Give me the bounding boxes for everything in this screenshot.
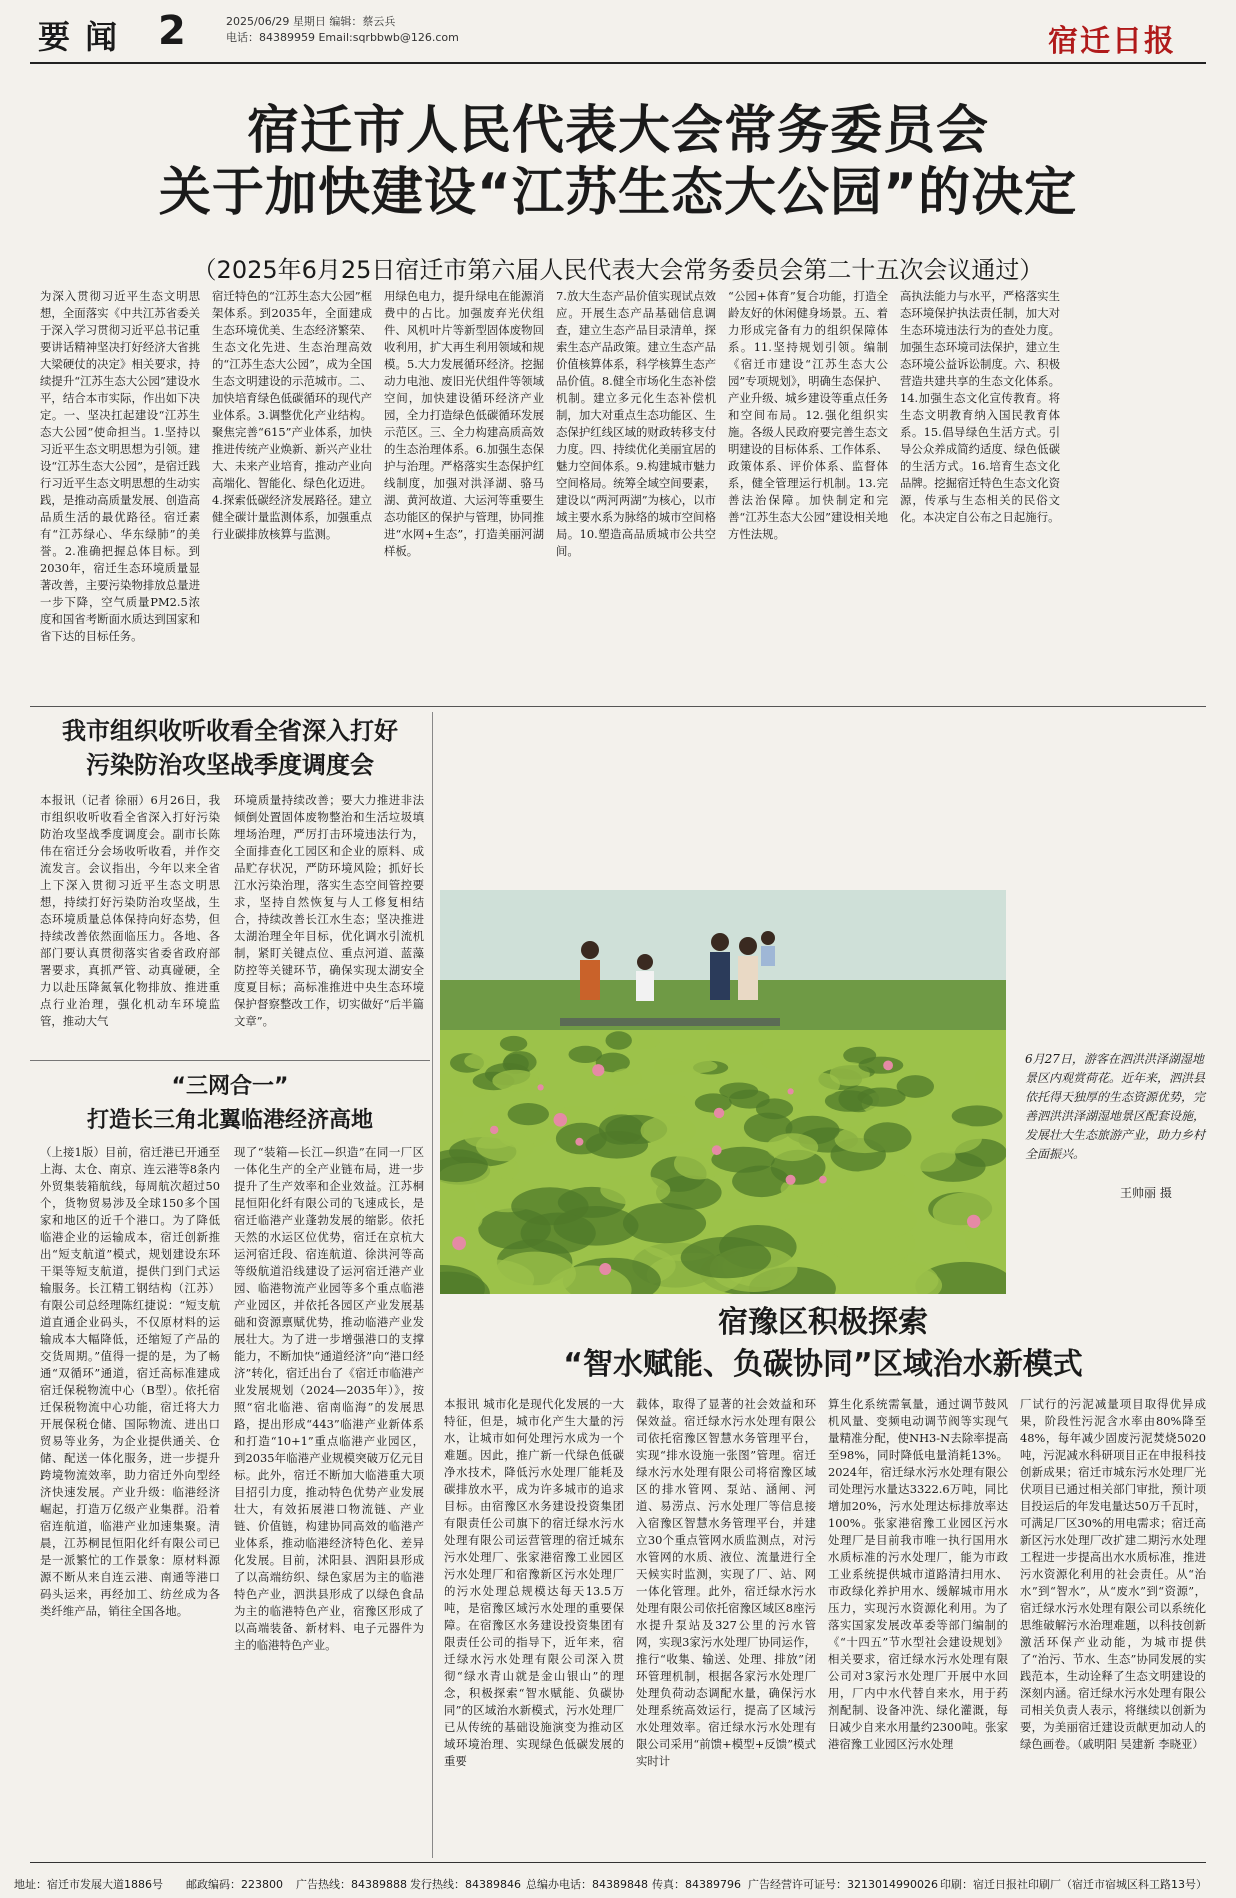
story3-headline-line1: “三网合一” [171, 1074, 289, 1099]
lotus-leaf [864, 1122, 912, 1152]
lead-headline-line2: 关于加快建设“江苏生态大公园”的决定 [158, 163, 1078, 223]
story2-headline-line2: 污染防治攻坚战季度调度会 [86, 751, 374, 779]
footer-editor-phone: 总编办电话：84389848 [526, 1878, 648, 1891]
page-meta [226, 14, 459, 46]
story3-headline-line2: 打造长三角北翼临港经济高地 [86, 1108, 373, 1133]
footer-ad-phone: 广告热线：84389888 [296, 1878, 407, 1891]
story4-column-2: 载体，取得了显著的社会效益和环保效益。宿迁绿水污水处理有限公司依托宿豫区智慧水务管理平台，实现“排水设施一张图”管理。宿迁绿水污水处理有限公司将宿豫区域区的排水管网、泵站、涵闸、河道、易涝点、污水处理厂等信息接入宿豫区智慧水务管理平台，并建立30个重点管网水质监测点，对污水管网的水质、液位、流量进行全天候实时监测，实现了厂、站、网一体化管理。此外，宿迁绿水污水处理有限公司依托宿豫区域区8座污水提升泵站及327公里的污水管网，实现3家污水处理厂协同运作，推行“收集、输送、处理、排放”闭环管理机制，根据各家污水处理厂处理负荷动态调配水量，确保污水处理系统高效运行，提高了区域污水处理效率。宿迁绿水污水处理有限公司采用“前馈+模型+反馈”模式实时计 [636, 1397, 816, 1768]
section-label: 要 闻 [38, 18, 120, 56]
page-number: 2 [158, 8, 186, 54]
lead-headline-line1: 宿迁市人民代表大会常务委员会 [246, 101, 989, 161]
footer-dist-phone: 发行热线：84389846 [410, 1878, 521, 1891]
lotus-flower [592, 1064, 604, 1076]
lotus-leaf [676, 1059, 718, 1073]
lotus-flower [599, 1263, 611, 1275]
lotus-photo [440, 890, 1006, 1294]
lead-column-6: 高执法能力与水平，严格落实生态环境保护执法责任制，加大对生态环境违法行为的查处力度。加强生态环境司法保护，建立生态环境公益诉讼制度。六、积极营造共建共享的生态文化体系。14.加强生态文化宣传教育。将生态文明教育纳入国民教育体系。15.倡导绿色生活方式。引导公众养成简约适度、绿色低碳的生活方式。16.培育生态文化品牌。挖掘宿迁特色生态文化资源，传承与生态相关的民俗文化。本决定自公布之日起施行。 [900, 289, 1060, 524]
contact-line: 电话：84389959 Email:sqrbbwb@126.com [226, 31, 459, 44]
lead-column-3: 用绿色电力，提升绿电在能源消费中的占比。加强废弃光伏组件、风机叶片等新型固体废物回收利用，扩大再生利用领域和规模。5.大力发展循环经济。挖掘动力电池、废旧光伏组件等领域空间，加快建设循环经济产业园，全力打造绿色低碳循环发展示范区。三、全力构建高质高效的生态治理体系。6.加强生态保护与治理。严格落实生态保护红线制度，加强对洪泽湖、骆马湖、黄河故道、大运河等重要生态功能区的保护与管理，协同推进“水网+生态”，打造美丽河湖样板。 [384, 289, 544, 558]
lead-column-1: 为深入贯彻习近平生态文明思想，全面落实《中共江苏省委关于深入学习贯彻习近平总书记重要讲话精神坚决打好经济大省挑大梁硬仗的决定》相关要求，持续提升“江苏生态大公园”建设水平，结合本市实际，作出如下决定。一、坚决扛起建设“江苏生态大公园”使命担当。1.坚持以习近平生态文明思想为引领。建设“江苏生态大公园”，是宿迁践行习近平生态文明思想的生动实践，是推动高质量发展、创造高品质生活的最优路径。宿迁素有“江苏绿心、华东绿肺”的美誉。2.准确把握总体目标。到2030年，宿迁生态环境质量显著改善，主要污染物排放总量进一步下降，空气质量PM2.5浓度和国省考断面水质达到国家和省下达的目标任务。 [40, 289, 200, 643]
photo-credit: 王帅丽 摄 [1120, 1186, 1172, 1200]
lead-bottom-rule [30, 706, 1206, 707]
footer [0, 1866, 1236, 1898]
lotus-leaf [837, 1200, 917, 1239]
newspaper-logo: 宿迁日报 [1048, 24, 1176, 59]
lotus-flower [538, 1084, 544, 1090]
lotus-flower [786, 1175, 796, 1185]
footer-fax: 传真：84389796 [652, 1878, 741, 1891]
lead-column-4: 7.放大生态产品价值实现试点效应。开展生态产品基础信息调查，建立生态产品目录清单，探索生态产品政策。建立生态产品价值核算体系，科学核算生态产品价值。8.健全市场化生态补偿机制。建立多元化生态补偿机制，加大对重点生态功能区、生态保护红线区域的财政转移支付力度。四、持续优化美丽宜居的魅力空间体系。9.构建城市魅力空间格局。统筹全域空间要素，建设以“两河两湖”为核心，以市域主要水系为脉络的城市空间格局。10.塑造高品质城市公共空间。 [556, 289, 716, 558]
lotus-leaf [766, 1133, 818, 1161]
lotus-leaf [628, 1035, 660, 1050]
story2-headline [30, 714, 430, 782]
footer-rule [30, 1862, 1206, 1863]
lotus-flower [883, 1061, 893, 1071]
lead-column-7 [1066, 288, 1206, 698]
lotus-leaf [508, 1103, 549, 1125]
story4-column-1: 本报讯 城市化是现代化发展的一大特征，但是，城市化产生大量的污水，让城市如何处理污水成为一个难题。因此，推广新一代绿色低碳净水技术，降低污水处理厂能耗及碳排放水平，成为许多城市的追求目标。由宿豫区水务建设投资集团有限责任公司旗下的宿迁绿水污水处理有限公司运营管理的宿迁城东污水处理厂、张家港宿豫工业园区污水处理厂和宿豫新区污水处理厂的污水处理总规模达每天13.5万吨，是宿豫区域污水处理的重要保障。在宿豫区水务建设投资集团有限责任公司的指导下，近年来，宿迁绿水污水处理有限公司深入贯彻“绿水青山就是金山银山”的理念，积极探索“智水赋能、负碳协同”的区域治水新模式，污水处理厂已从传统的基础设施演变为推动区域环境治理、实现绿色低碳发展的重要 [444, 1397, 624, 1768]
lotus-leaf [859, 1057, 904, 1074]
lead-headline [0, 100, 1236, 224]
story2-column-1: 本报讯（记者 徐丽）6月26日，我市组织收听收看全省深入打好污染防治攻坚战季度调度会。副市长陈伟在宿迁分会场收听收看，并作交流发言。会议指出，今年以来全省上下深入贯彻习近平生态文明思想，持续打好污染防治攻坚战，生态环境质量总体保持向好态势，但持续改善依然面临压力。各地、各部门要认真贯彻落实省委省政府部署要求，真抓严管、动真碰硬，全力以赴压降氮氧化物排放、推进重点行业治理，强化机动车环境监管，推动大气 [40, 793, 220, 1028]
story4-headline-line2: “智水赋能、负碳协同”区域治水新模式 [563, 1347, 1083, 1382]
lead-subhead: （2025年6月25日宿迁市第六届人民代表大会常务委员会第二十五次会议通过） [192, 256, 1044, 284]
story4-headline [440, 1302, 1206, 1386]
date-line: 2025/06/29 星期日 编辑：蔡云兵 [226, 15, 396, 28]
lotus-leaf [933, 1192, 1000, 1231]
footer-postcode: 邮政编码：223800 [186, 1878, 283, 1891]
lotus-leaf [760, 1049, 802, 1071]
story3-headline [30, 1070, 430, 1138]
lotus-leaf [492, 1070, 539, 1092]
story3-column-1: （上接1版）目前，宿迁港已开通至上海、太仓、南京、连云港等8条内外贸集装箱航线，每周航次超过50个，货物贸易涉及全球150多个国家和地区的近千个港口。为了降低临港企业的运输成本，宿迁创新推出“短支航道”模式，规划建设东环干渠等短支航道，提供门到门式运输服务。长江精工钢结构（江苏）有限公司总经理陈红捷说：“短支航道直通企业码头，不仅原材料的运输成本大幅降低，还缩短了产品的交货周期。”值得一提的是，为了畅通“双循环”通道，宿迁高标准建成宿迁保税物流中心（B型）。依托宿迁保税物流中心功能，宿迁将大力开展保税仓储、国际物流、进出口贸易等业务，为企业提供通关、仓储、配送一体化服务，进一步提升跨境物流效率，助力宿迁外向型经济快速发展。产业升级：临港经济崛起，打造万亿级产业集群。沿着宿连航道，临港产业加速集聚。清晨，江苏桐昆恒阳化纤有限公司已是一派繁忙的工作景象：原材料源源不断从来自连云港、南通等港口码头运来，再经加工、纺丝成为各类纤维产品，销往全国各地。 [40, 1145, 220, 1618]
lotus-leaf [611, 1068, 643, 1086]
lotus-leaf [975, 1066, 1006, 1089]
lotus-flower [554, 1113, 568, 1127]
lotus-leaf [897, 1075, 934, 1098]
lotus-flower [712, 1145, 722, 1155]
story2-column-2: 环境质量持续改善；要大力推进非法倾倒处置固体废物整治和生活垃圾填埋场治理，严厉打击环境违法行为，全面排查化工园区和企业的原料、成品贮存状况，严防环境风险；抓好长江水污染治理，落实生态空间管控要求，坚持自然恢复与人工修复相结合，持续改善长江水生态；坚决推进太湖治理全年目标，优化调水引流机制，紧盯关键点位、重点河道、蓝藻防控等关键环节，确保实现太湖安全度夏目标；高标准推进中央生态环境保护督察整改工作，切实做好“后半篇文章”。 [234, 793, 424, 1028]
lead-column-2: 宿迁特色的“江苏生态大公园”框架体系。到2035年，全面建成生态环境优美、生态经济繁荣、生态文化先进、生态治理高效的“江苏生态大公园”，成为全国生态文明建设的示范城市。二、加快培育绿色低碳循环的现代产业体系。3.调整优化产业结构。聚焦完善“615”产业体系，加快推进传统产业焕新、新兴产业壮大、未来产业培育，推动产业向高端化、智能化、绿色化迈进。4.探索低碳经济发展路径。建立健全碳计量监测体系，加强重点行业碳排放核算与监测。 [212, 289, 372, 541]
lotus-leaf [606, 1031, 632, 1049]
lead-column-5: “公园+体育”复合功能，打造全龄友好的休闲健身场景。五、着力形成完备有力的组织保障体系。11.坚持规划引领。编制《宿迁市建设“江苏生态大公园”专项规划》，明确生态保护、产业升级、城乡建设等重点任务和空间布局。12.强化组织实施。各级人民政府要完善生态文明建设的目标体系、工作体系、政策体系、评价体系、监督体系，健全管理运行机制。13.完善法治保障。加快制定和完善“江苏生态大公园”建设相关地方性法规。 [728, 289, 888, 541]
story4-column-4: 厂试行的污泥减量项目取得优异成果，阶段性污泥含水率由80%降至48%，每年减少固废污泥焚烧5020吨，污泥减水科研项目正在申报科技创新成果；宿迁市城东污水处理厂光伏项目已通过相关部门审批，预计项目投运后的年发电量达50万千瓦时，可满足厂区30%的用电需求；宿迁高新区污水处理厂改扩建二期污水处理工程进一步提高出水水质标准，推进污水资源化利用的社会责任。从“治水”到“智水”，从“废水”到“资源”，宿迁绿水污水处理有限公司以系统化思维破解污水治理难题，以科技创新激活环保产业动能，为城市提供了“治污、节水、生态”协同发展的实践范本，生动诠释了生态文明建设的深刻内涵。宿迁绿水污水处理有限公司相关负责人表示，将继续以创新为要，为美丽宿迁建设贡献更加动人的绿色画卷。（戚明阳 吴建新 李晓亚） [1020, 1397, 1206, 1751]
lotus-flower [819, 1176, 827, 1184]
lotus-leaf [695, 1093, 732, 1112]
footer-address: 地址：宿迁市发展大道1886号 [14, 1878, 163, 1891]
footer-printer: 印刷：宿迁日报社印刷厂（宿迁市宿城区科工路13号） [940, 1878, 1207, 1891]
lotus-leaf [706, 1039, 737, 1055]
lotus-flower [788, 1088, 794, 1094]
photo-caption: 6月27日，游客在泗洪洪泽湖湿地景区内观赏荷花。近年来，泗洪县依托得天独厚的生态资源优势，完善泗洪洪泽湖湿地景区配套设施，发展壮大生态旅游产业，助力乡村全面振兴。 [1025, 1052, 1206, 1161]
lotus-leaf [600, 1175, 670, 1205]
left-column-divider [432, 712, 433, 1858]
story2-headline-line1: 我市组织收听收看全省深入打好 [62, 717, 398, 745]
footer-ad-license: 广告经营许可证号：3213014990026 [748, 1878, 938, 1891]
lotus-flower [452, 1236, 466, 1250]
lotus-leaf [476, 1132, 534, 1162]
lotus-leaf [494, 1252, 576, 1294]
photo-boardwalk [560, 1018, 780, 1026]
lotus-leaf [641, 1116, 697, 1146]
lotus-photo-image [440, 890, 1006, 1294]
lotus-leaf [569, 1046, 603, 1063]
lotus-leaf [924, 1123, 982, 1154]
story2-bottom-rule [30, 1060, 430, 1061]
lotus-leaf [500, 1036, 527, 1052]
lotus-flower [490, 1126, 498, 1134]
lotus-flower [575, 1138, 583, 1146]
lotus-leaf [554, 1206, 639, 1246]
lotus-flower [714, 1108, 724, 1118]
masthead [0, 0, 1236, 60]
story4-headline-line1: 宿豫区积极探索 [718, 1305, 928, 1340]
story3-column-2: 现了“装箱—长江—织造”在同一厂区一体化生产的全产业链布局，进一步提升了生产效率和企业效益。江苏桐昆恒阳化纤有限公司的飞速成长，是宿迁临港产业蓬勃发展的缩影。依托天然的水运区位优势，宿迁在京杭大运河宿迁段、宿连航道、徐洪河等高等级航道沿线建设了运河宿迁港产业园、临港物流产业园等多个重点临港产业园区，并依托各园区产业发展基础和资源禀赋优势，推动临港产业发展壮大。为了进一步增强港口的支撑能力，不断加快“通道经济”向“港口经济”转化，宿迁出台了《宿迁市临港产业发展规划（2024—2035年）》，按照“宿北临港、宿南临海”的发展思路，提出形成“443”临港产业新体系和打造“10+1”重点临港产业园区，到2035年临港产业规模突破万亿元目标。此外，宿迁不断加大临港重大项目招引力度，推动特色优势产业发展壮大，有效拓展港口物流链、产业链、价值链，构建协同高效的临港产业体系，推动临港经济特色化、差异化发展。目前，沭阳县、泗阳县形成了以高端纺织、绿色家居为主的临港特色产业，泗洪县形成了以绿色食品为主的临港特色产业，宿豫区形成了以高端装备、新材料、电子元器件为主的临港特色产业。 [234, 1145, 424, 1652]
lotus-leaf [681, 1237, 771, 1278]
story4-column-3: 算生化系统需氧量，通过调节鼓风机风量、变频电动调节阀等实现气量精准分配，使NH3-N去除率提高至98%，同时降低电量消耗13%。2024年，宿迁绿水污水处理有限公司处理污水量达3322.6万吨，同比增加20%，污水处理达标排放率达100%。张家港宿豫工业园区污水处理厂是目前我市唯一执行国用水水质标准的污水处理厂，能为市政工业系统提供城市道路清扫用水、市政绿化养护用水、缓解城市用水压力，实现污水资源化利用。为了落实国家发展改革委等部门编制的《“十四五”节水型社会建设规划》相关要求，宿迁绿水污水处理有限公司对3家污水处理厂开展中水回用，厂内中水代替自来水，用于药剂配制、设备冲洗、绿化灌溉，每日减少自来水用量约2300吨。张家港宿豫工业园区污水处理 [828, 1397, 1008, 1751]
lotus-leaf [464, 1053, 493, 1069]
lotus-flower [967, 1215, 980, 1228]
masthead-rule [30, 62, 1206, 64]
